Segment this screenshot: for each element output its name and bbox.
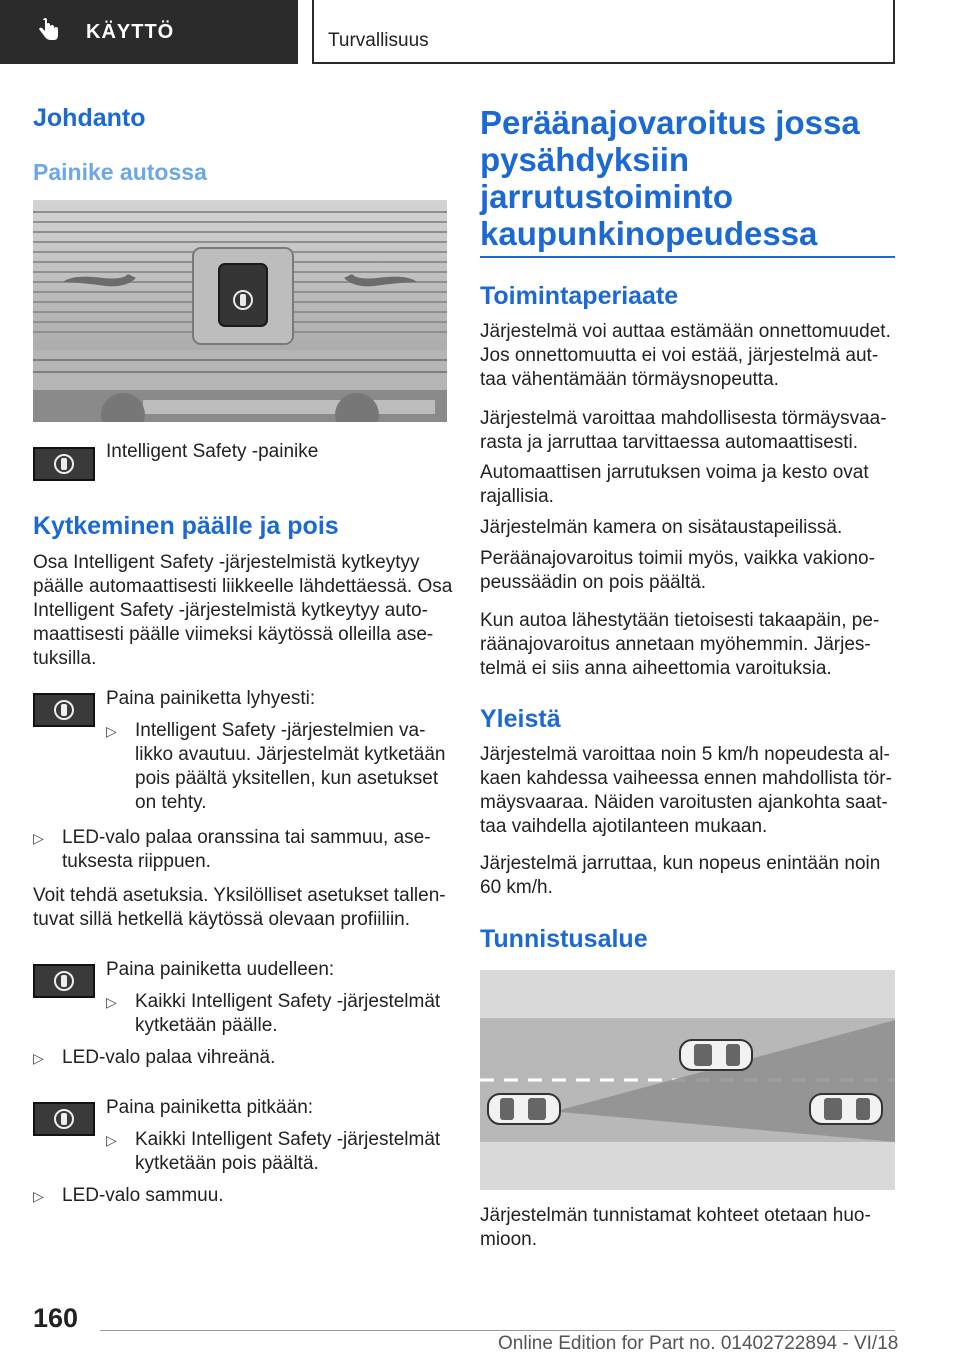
general-heading: Yleistä bbox=[480, 705, 561, 733]
detection-zone-illustration bbox=[480, 970, 895, 1190]
press-long-item bbox=[135, 1128, 440, 1176]
heading-line: Peräänajovaroitus jossa bbox=[480, 104, 860, 141]
safety-button-symbol-icon bbox=[33, 447, 95, 481]
led-green-item: LED-valo palaa vihreänä. bbox=[62, 1047, 276, 1068]
detect-heading: Tunnistusalue bbox=[480, 925, 648, 953]
settings-paragraph bbox=[33, 884, 446, 932]
principle-p2 bbox=[480, 407, 887, 455]
press-short-item bbox=[135, 719, 446, 815]
text-line: LED-valo palaa oranssina tai sammuu, ase‐ bbox=[62, 827, 431, 848]
list-triangle-icon: ▷ bbox=[33, 830, 44, 846]
text-line: kytketään päälle. bbox=[135, 1015, 278, 1036]
list-triangle-icon: ▷ bbox=[106, 994, 117, 1010]
text-line: Intelligent Safety -järjestelmistä kytkeytyy auto‐ bbox=[33, 600, 428, 621]
main-heading bbox=[480, 104, 860, 252]
text-line: maattisesti päälle viimeksi käytössä olleilla ase‐ bbox=[33, 624, 434, 645]
general-p2 bbox=[480, 852, 880, 900]
page-number: 160 bbox=[33, 1303, 79, 1333]
principle-p6 bbox=[480, 609, 879, 681]
text-line: Järjestelmä voi auttaa estämään onnettomuudet. bbox=[480, 321, 891, 342]
text-line: Peräänajovaroitus toimii myös, vaikka vakiono‐ bbox=[480, 548, 875, 569]
text-line: tuvat sillä hetkellä käytössä olevaan profiiliin. bbox=[33, 909, 411, 930]
switch-heading: Kytkeminen päälle ja pois bbox=[33, 512, 339, 540]
text-line: Järjestelmä varoittaa mahdollisesta törmäysvaa‐ bbox=[480, 408, 887, 429]
intro-heading: Johdanto bbox=[33, 104, 146, 132]
press-long-text: Paina painiketta pitkään: bbox=[106, 1097, 314, 1118]
text-line: rajallisia. bbox=[480, 486, 554, 507]
section-title: KÄYTTÖ bbox=[86, 20, 175, 43]
press-again-text: Paina painiketta uudelleen: bbox=[106, 959, 335, 980]
safety-button-symbol-icon bbox=[33, 1102, 95, 1136]
led-off-item: LED-valo sammuu. bbox=[62, 1185, 224, 1206]
text-line: tuksesta riippuen. bbox=[62, 851, 211, 872]
principle-p5 bbox=[480, 547, 875, 595]
principle-heading: Toimintaperiaate bbox=[480, 282, 679, 310]
heading-line: jarrutustoiminto bbox=[480, 178, 733, 215]
text-line: kytketään pois päältä. bbox=[135, 1153, 319, 1174]
text-line: on tehty. bbox=[135, 792, 207, 813]
text-line: Osa Intelligent Safety -järjestelmistä kytkeytyy bbox=[33, 552, 420, 573]
text-line: mioon. bbox=[480, 1229, 538, 1250]
heading-line: kaupunkinopeudessa bbox=[480, 215, 818, 252]
principle-p1 bbox=[480, 320, 891, 392]
car-own bbox=[488, 1094, 560, 1124]
safety-button-symbol-icon bbox=[33, 693, 95, 727]
heading-line: pysähdyksiin bbox=[480, 141, 690, 178]
hand-pointer-icon bbox=[38, 18, 60, 47]
text-line: Kaikki Intelligent Safety -järjestelmät bbox=[135, 991, 441, 1012]
list-triangle-icon: ▷ bbox=[106, 1132, 117, 1148]
press-again-item bbox=[135, 990, 440, 1038]
list-triangle-icon: ▷ bbox=[33, 1188, 44, 1204]
header-section-tab bbox=[0, 0, 298, 64]
dashboard-button-photo bbox=[33, 200, 447, 422]
text-line: Voit tehdä asetuksia. Yksilölliset asetukset tallen‐ bbox=[33, 885, 446, 906]
footer-rule bbox=[100, 1330, 895, 1331]
text-line: likko avautuu. Järjestelmät kytketään bbox=[135, 744, 446, 765]
car-front-left bbox=[680, 1040, 752, 1070]
general-p1 bbox=[480, 743, 892, 839]
text-line: räänajovaroitus annetaan myöhemmin. Järjes‐ bbox=[480, 634, 871, 655]
text-line: taa vaihdella ajotilanteen mukaan. bbox=[480, 816, 768, 837]
text-line: mäysvaaraa. Näiden varoitusten ajankohta saat‐ bbox=[480, 792, 888, 813]
text-line: telmä ei siis anna aiheettomia varoituksia. bbox=[480, 658, 832, 679]
text-line: Kaikki Intelligent Safety -järjestelmät bbox=[135, 1129, 441, 1150]
switch-paragraph bbox=[33, 551, 452, 671]
text-line: rasta ja jarruttaa tarvittaessa automaattisesti. bbox=[480, 432, 859, 453]
text-line: Järjestelmä varoittaa noin 5 km/h nopeudesta al‐ bbox=[480, 744, 890, 765]
text-line: taa vähentämään törmäysnopeutta. bbox=[480, 369, 779, 390]
list-triangle-icon: ▷ bbox=[33, 1050, 44, 1066]
chapter-title: Turvallisuus bbox=[328, 30, 429, 51]
text-line: kaen kahdessa vaiheessa ennen mahdollista tör‐ bbox=[480, 768, 892, 789]
text-line: peussäädin on pois päältä. bbox=[480, 572, 707, 593]
text-line: Kun autoa lähestytään tietoisesti takaapäin, pe‐ bbox=[480, 610, 880, 631]
principle-p4: Järjestelmän kamera on sisätaustapeilissä. bbox=[480, 517, 843, 538]
text-line: Jos onnettomuutta ei voi estää, järjestelmä aut‐ bbox=[480, 345, 879, 366]
intro-subheading: Painike autossa bbox=[33, 159, 207, 185]
text-line: 60 km/h. bbox=[480, 877, 553, 898]
text-line: Järjestelmä jarruttaa, kun nopeus enintään noin bbox=[480, 853, 881, 874]
press-short-text: Paina painiketta lyhyesti: bbox=[106, 688, 316, 709]
list-triangle-icon: ▷ bbox=[106, 723, 117, 739]
text-line: pois päältä yksitellen, kun asetukset bbox=[135, 768, 439, 789]
safety-button-symbol-icon bbox=[33, 964, 95, 998]
footer-edition: Online Edition for Part no. 01402722894 - VI/18 bbox=[498, 1333, 899, 1354]
text-line: Järjestelmän tunnistamat kohteet otetaan huo‐ bbox=[480, 1205, 871, 1226]
text-line: Intelligent Safety -järjestelmien va‐ bbox=[135, 720, 426, 741]
text-line: päälle automaattisesti liikkeelle lähdettäessä. Osa bbox=[33, 576, 453, 597]
text-line: tuksilla. bbox=[33, 648, 97, 669]
detect-caption bbox=[480, 1204, 871, 1252]
led-orange-item bbox=[62, 826, 431, 874]
heading-divider bbox=[480, 256, 895, 258]
text-line: Automaattisen jarrutuksen voima ja kesto ovat bbox=[480, 462, 869, 483]
button-caption: Intelligent Safety -painike bbox=[106, 441, 319, 462]
car-front-right bbox=[810, 1094, 882, 1124]
principle-p3 bbox=[480, 461, 869, 509]
header-chapter-box bbox=[312, 0, 895, 64]
